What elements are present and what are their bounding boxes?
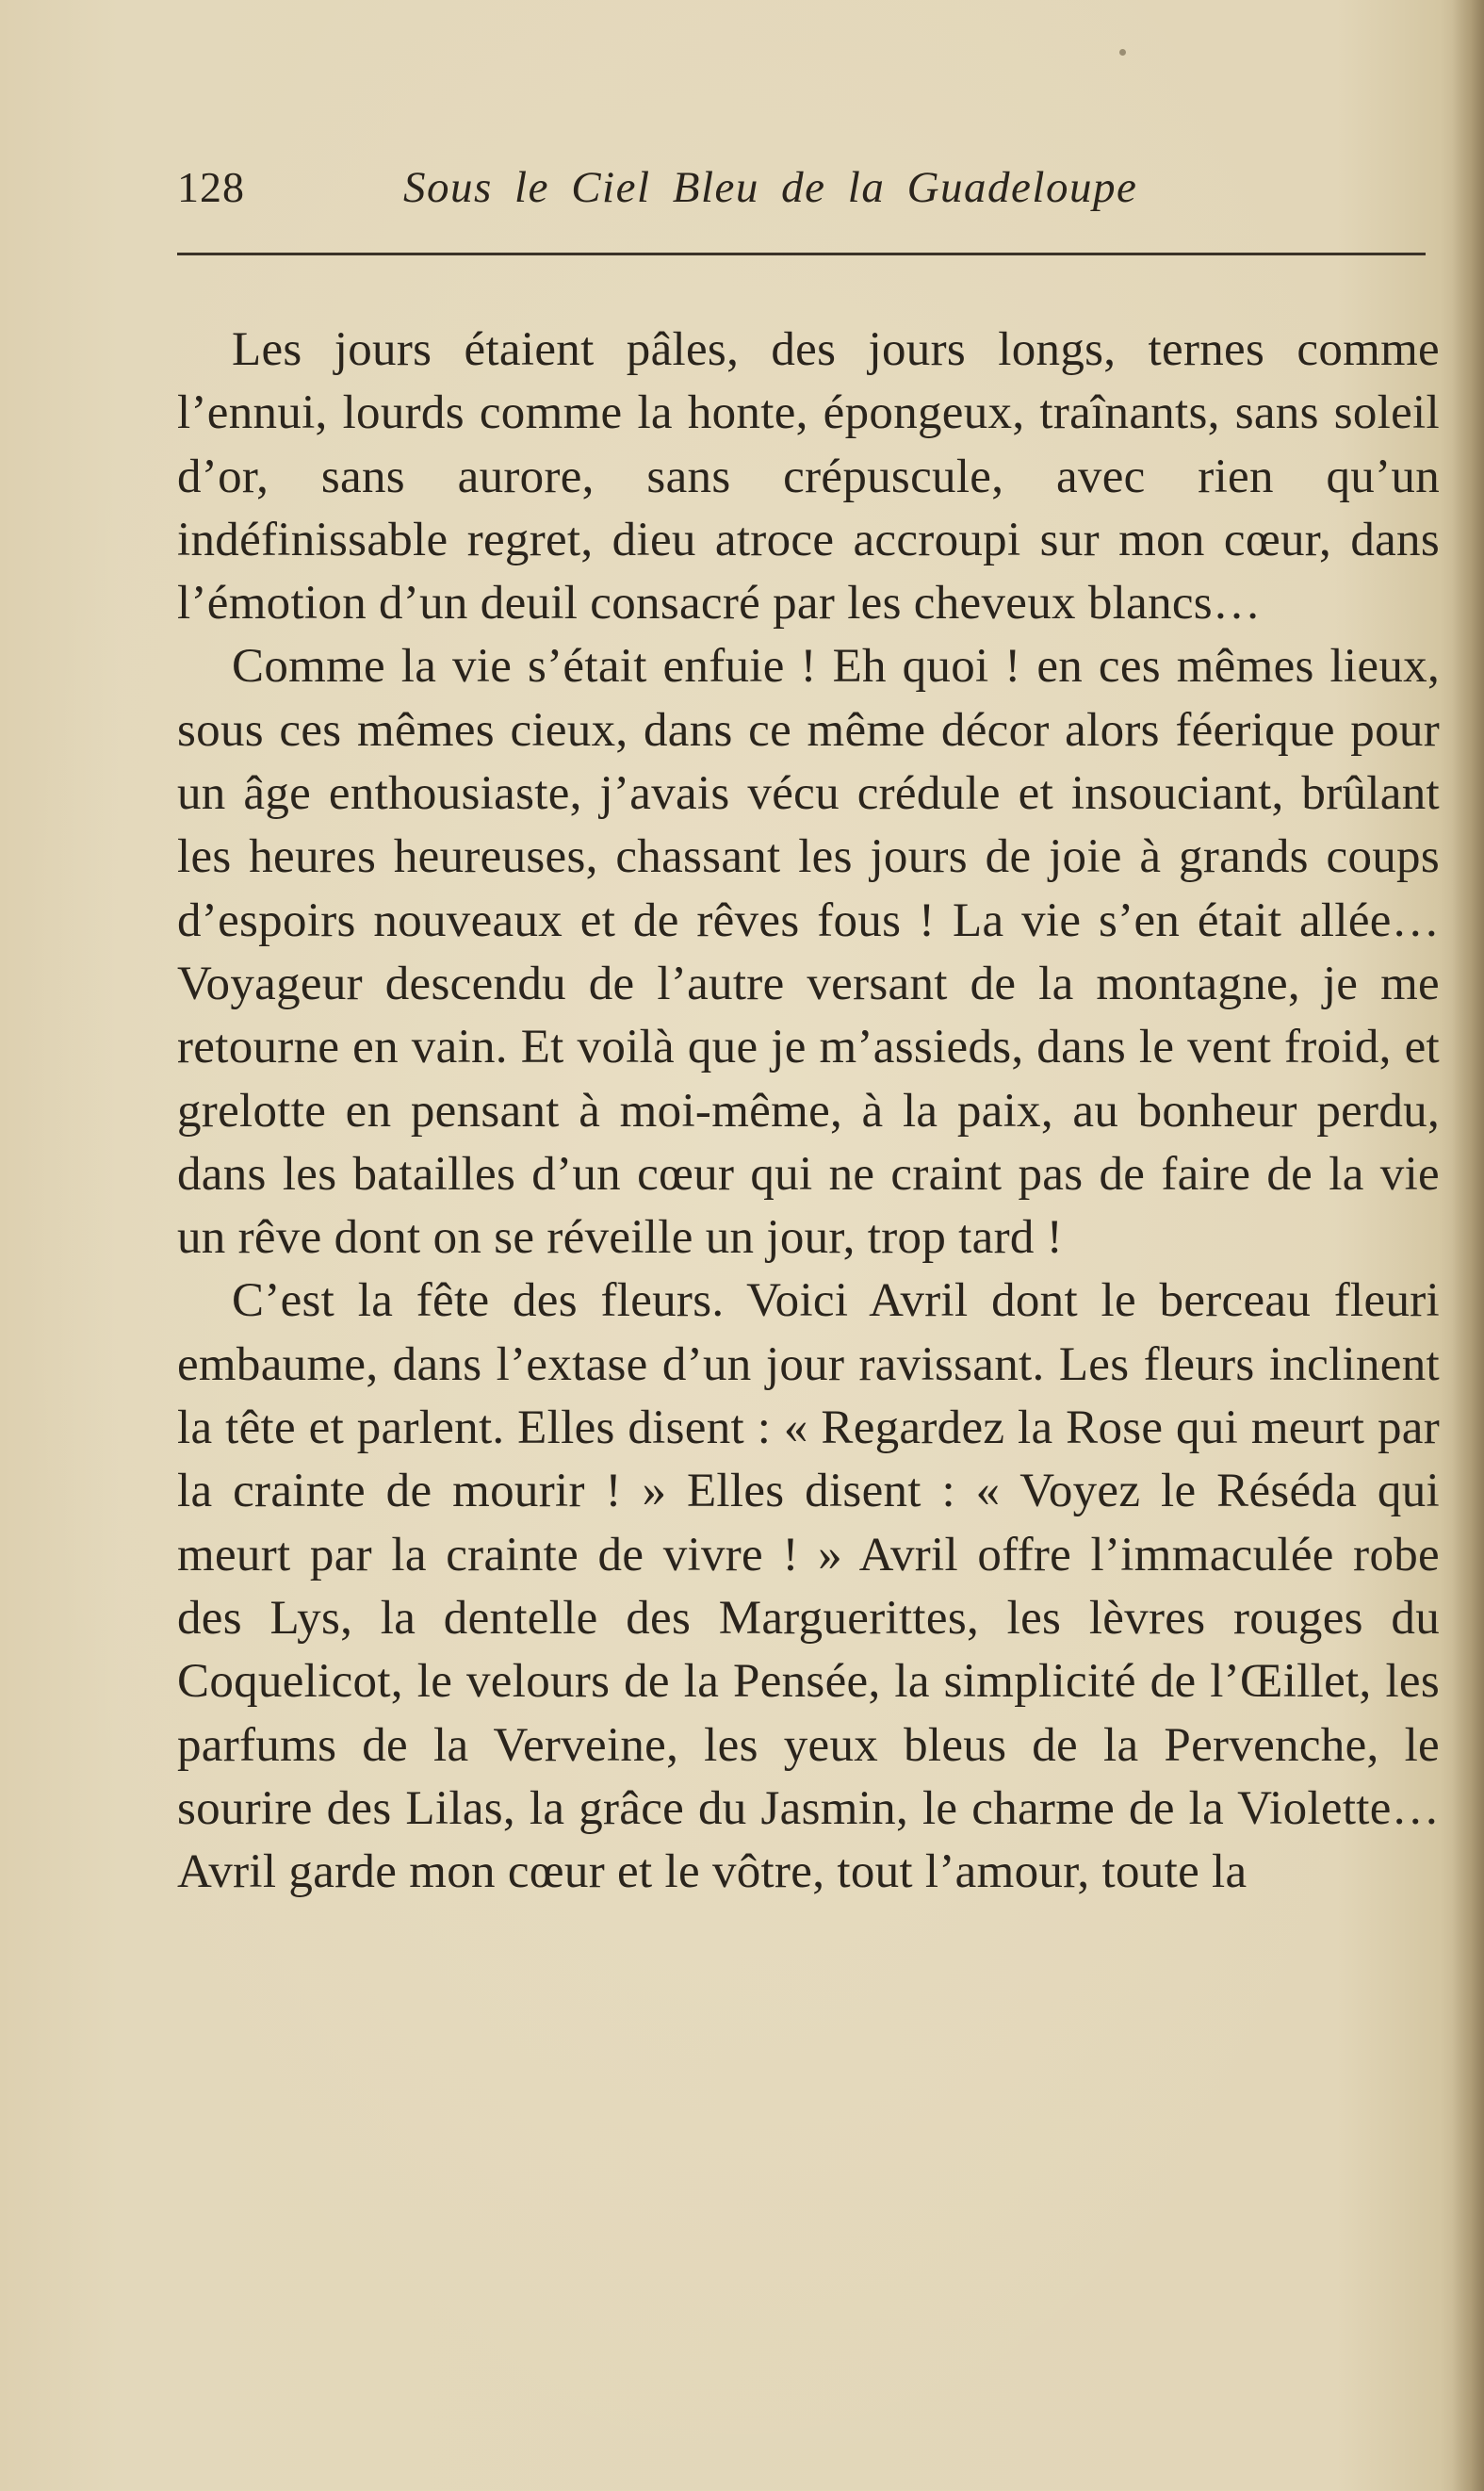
page-number: 128 <box>177 163 245 211</box>
paragraph-1: Les jours étaient pâles, des jours longs, ternes comme l’ennui, lourds comme la honte, épongeux, traînants, sans soleil d’or, sans aurore, sans crépuscule, avec rien qu’un indéfinissable regret, dieu atroce accroupi sur mon cœur, dans l’émotion d’un deuil consacré par les cheveux blancs… <box>177 323 1440 631</box>
header-rule <box>177 253 1426 255</box>
page-edge-shadow <box>1452 0 1484 2491</box>
paragraph-3: C’est la fête des fleurs. Voici Avril dont le berceau fleuri embaume, dans l’extase d’un jour ravissant. Les fleurs inclinent la tête et parlent. Elles disent : « Regardez la Rose qui meurt par la crainte de mourir ! » Elles disent : « Voyez le Réséda qui meurt par la crainte de vivre ! » Avril offre l’immaculée robe des Lys, la dentelle des Marguerittes, les lèvres rouges du Coquelicot, le velours de la Pensée, la simplicité de l’Œillet, les parfums de la Verveine, les yeux bleus de la Pervenche, le sourire des Lilas, la grâce du Jasmin, le charme de la Violette… Avril garde mon cœur et le vôtre, tout l’amour, toute la <box>177 1274 1440 1899</box>
running-title: Sous le Ciel Bleu de la Guadeloupe <box>403 163 1138 212</box>
body-text <box>177 319 1440 1904</box>
paragraph-2: Comme la vie s’était enfuie ! Eh quoi ! en ces mêmes lieux, sous ces mêmes cieux, dans ce même décor alors féerique pour un âge enthousiaste, j’avais vécu crédule et insouciant, brûlant les heures heureuses, chassant les jours de joie à grands coups d’espoirs nouveaux et de rêves fous ! La vie s’en était allée… Voyageur descendu de l’autre versant de la montagne, je me retourne en vain. Et voilà que je m’assieds, dans le vent froid, et grelotte en pensant à moi-même, à la paix, au bonheur perdu, dans les batailles d’un cœur qui ne craint pas de faire de la vie un rêve dont on se réveille un jour, trop tard ! <box>177 640 1440 1265</box>
paper-speck <box>1119 49 1126 56</box>
page-header <box>0 158 1484 224</box>
